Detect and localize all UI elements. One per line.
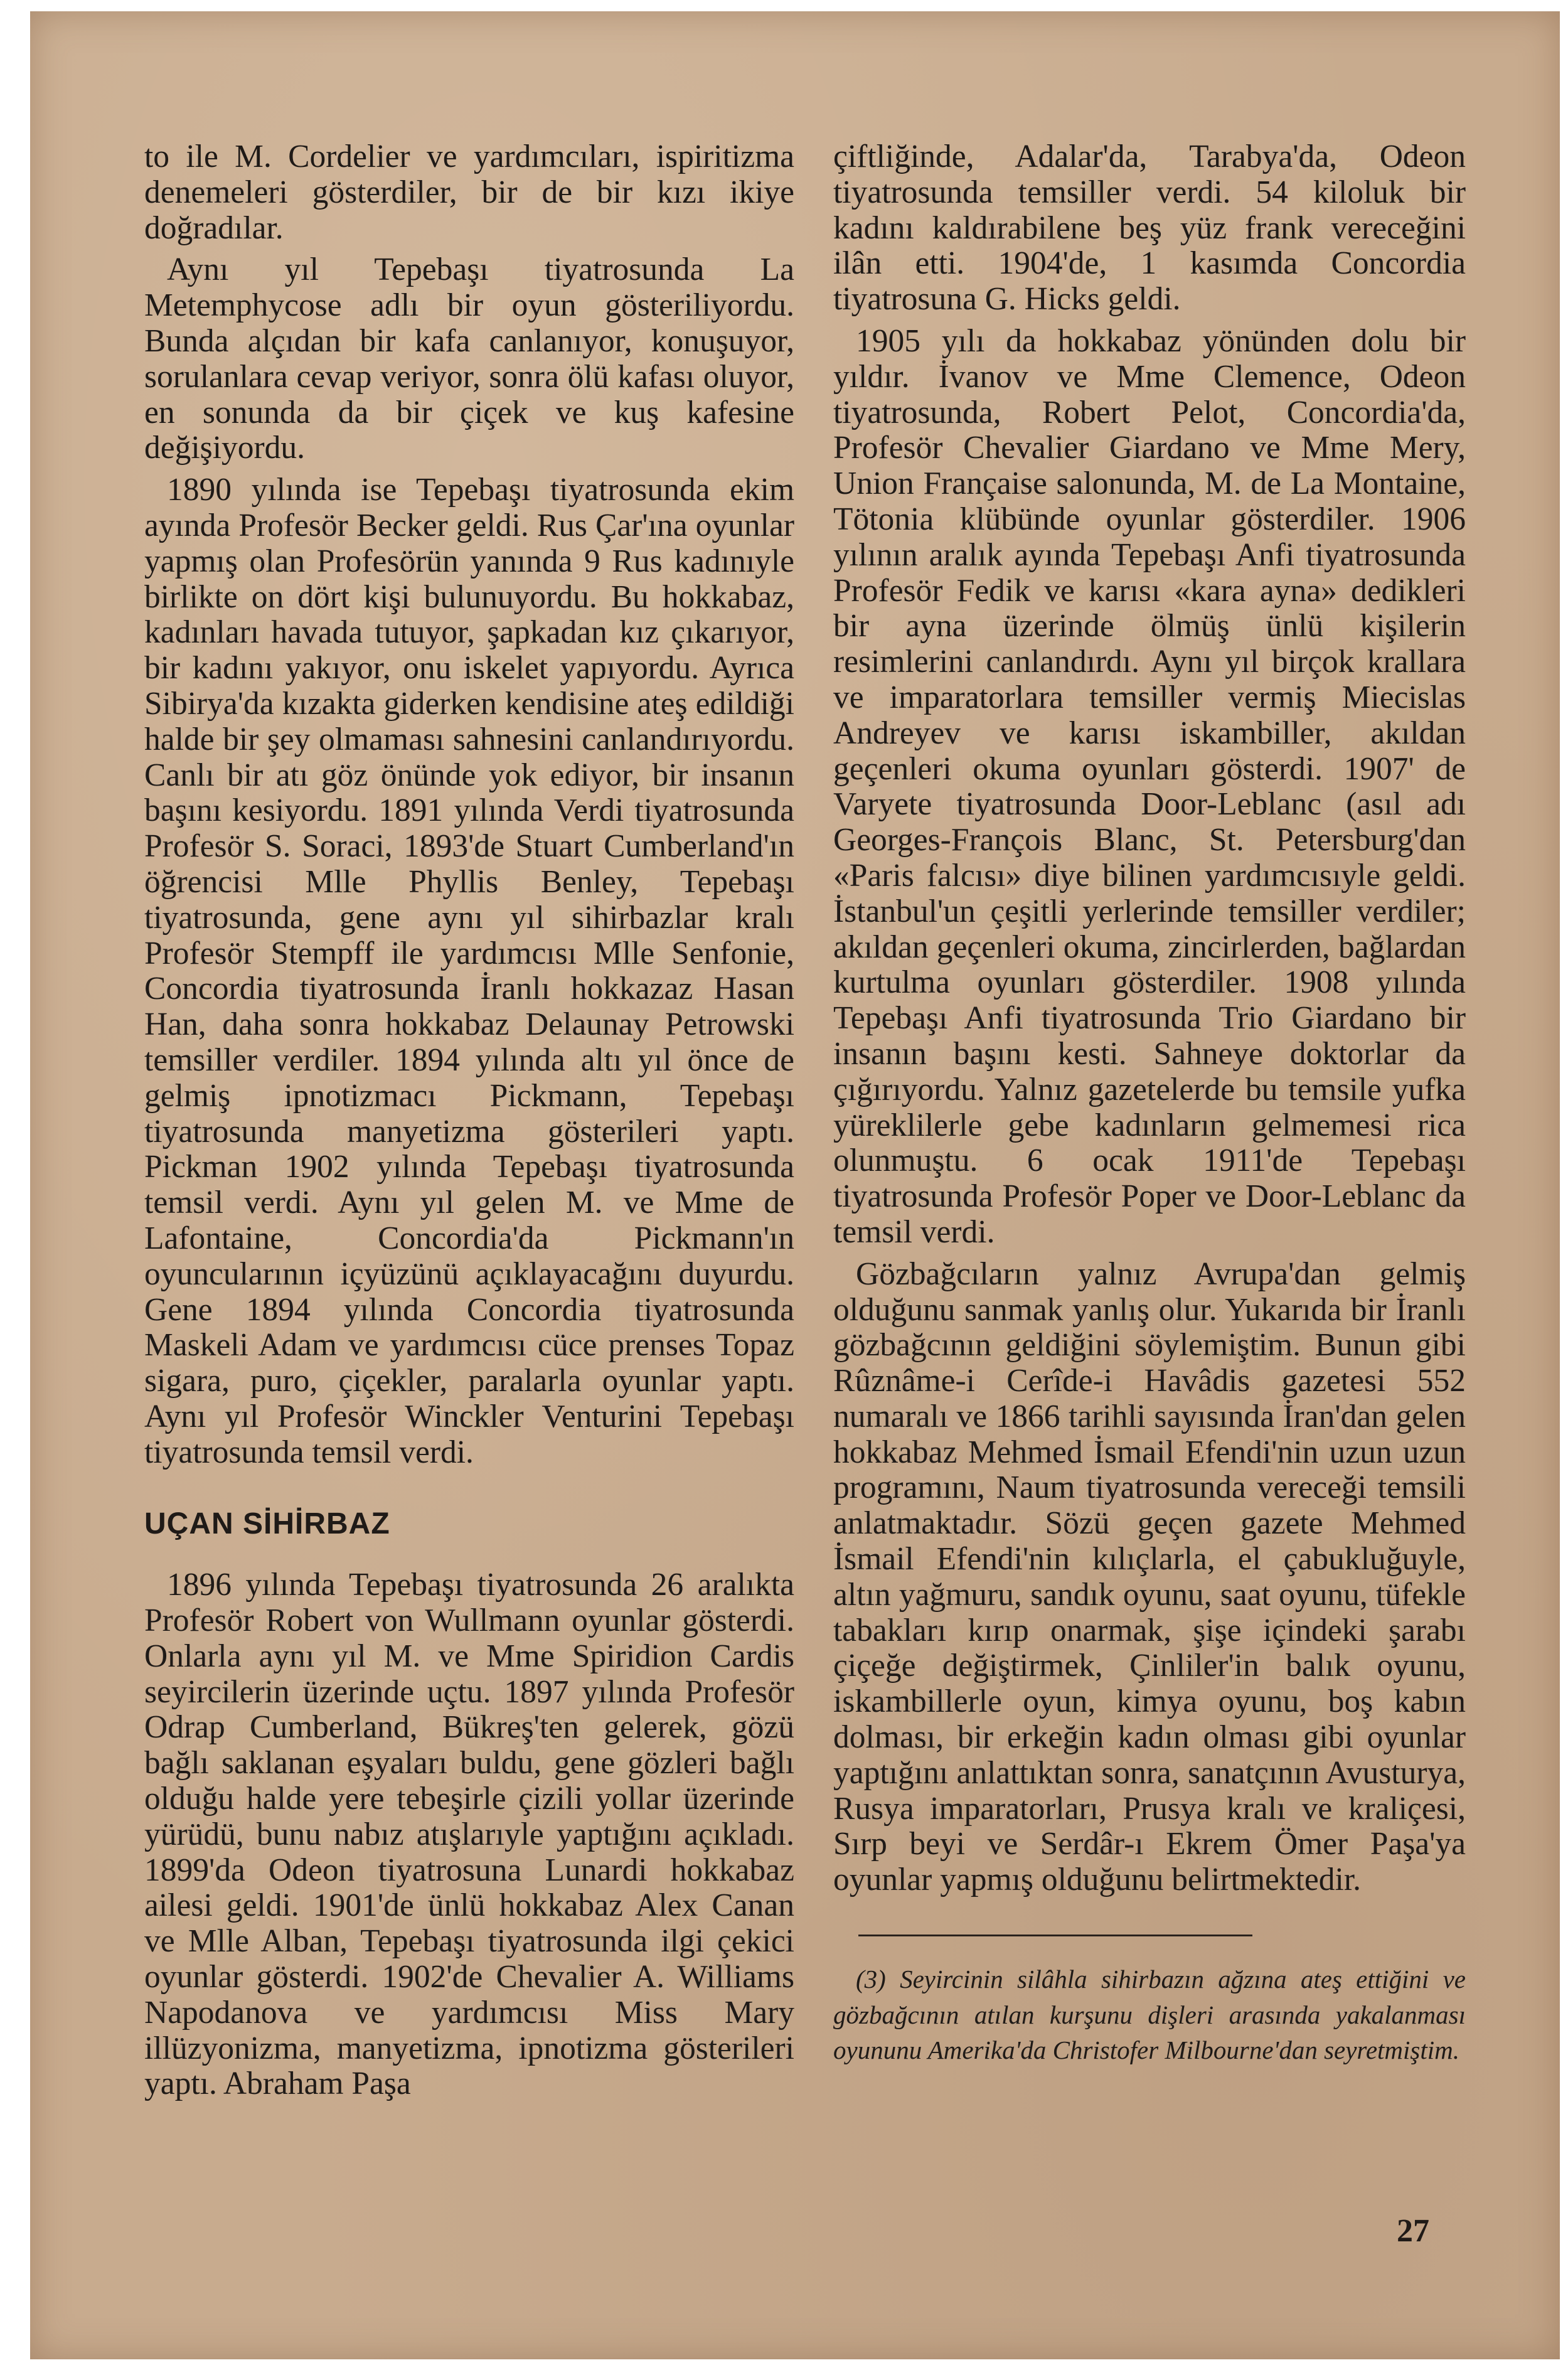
- body-paragraph: Aynı yıl Tepebaşı tiyatrosunda La Metemphycose adlı bir oyun gösteriliyordu. Bunda alçıdan bir kafa canlanıyor, konuşuyor, sorulanlara cevap veriyor, sonra ölü kafası oluyor, en sonunda da bir çiçek ve kuş kafesine değişiyordu.: [144, 252, 794, 466]
- magazine-page: [30, 11, 1560, 2359]
- body-paragraph: 1896 yılında Tepebaşı tiyatrosunda 26 aralıkta Profesör Robert von Wullmann oyunlar gösterdi. Onlarla aynı yıl M. ve Mme Spiridion Cardis seyircilerin üzerinde uçtu. 1897 yılında Profesör Odrap Cumberland, Bükreş'ten gelerek, gözü bağlı saklanan eşyaları buldu, gene gözleri bağlı olduğu halde yere tebeşirle çizili yollar üzerinde yürüdü, bunu nabız atışlarıyle yaptığını açıkladı. 1899'da Odeon tiyatrosuna Lunardi hokkabaz ailesi geldi. 1901'de ünlü hokkabaz Alex Canan ve Mlle Alban, Tepebaşı tiyatrosunda ilgi çekici oyunlar gösterdi. 1902'de Chevalier A. Williams Napodanova ve yardımcısı Miss Mary illüzyonizma, manyetizma, ipnotizma gösterileri yaptı. Abraham Paşa: [144, 1567, 794, 2102]
- page-number: 27: [1397, 2213, 1429, 2249]
- body-paragraph: Gözbağcıların yalnız Avrupa'dan gelmiş olduğunu sanmak yanlış olur. Yukarıda bir İranlı gözbağcının geldiğini söylemiştim. Bunun gibi Rûznâme-i Cerîde-i Havâdis gazetesi 552 numaralı ve 1866 tarihli sayısında İran'dan gelen hokkabaz Mehmed İsmail Efendi'nin uzun uzun programını, Naum tiyatrosunda vereceği temsili anlatmaktadır. Sözü geçen gazete Mehmed İsmail Efendi'nin kılıçlarla, el çabukluğuyle, altın yağmuru, sandık oyunu, saat oyunu, tüfekle tabakları kırıp onarmak, şişe içindeki şarabı çiçeğe değiştirmek, Çinliler'in balık oyunu, iskambillerle oyun, kimya oyunu, boş kabın dolması, bir erkeğin kadın olması gibi oyunlar yaptığını anlattıktan sonra, sanatçının Avusturya, Rusya imparatorları, Prusya kralı ve kraliçesi, Sırp beyi ve Serdâr-ı Ekrem Ömer Paşa'ya oyunlar yapmış olduğunu belirtmektedir.: [833, 1256, 1466, 1898]
- left-column: [144, 139, 794, 2108]
- body-paragraph: 1905 yılı da hokkabaz yönünden dolu bir yıldır. İvanov ve Mme Clemence, Odeon tiyatrosunda, Robert Pelot, Concordia'da, Profesör Chevalier Giardano ve Mme Mery, Union Française salonunda, M. de La Montaine, Tötonia klübünde oyunlar gösterdiler. 1906 yılının aralık ayında Tepebaşı Anfi tiyatrosunda Profesör Fedik ve karısı «kara ayna» dedikleri bir ayna üzerinde ölmüş ünlü kişilerin resimlerini canlandırdı. Aynı yıl birçok krallara ve imparatorlara temsiller vermiş Miecislas Andreyev ve karısı iskambiller, akıldan geçenleri okuma oyunları gösterdi. 1907' de Varyete tiyatrosunda Door-Leblanc (asıl adı Georges-François Blanc, St. Petersburg'dan «Paris falcısı» diye bilinen yardımcısıyle geldi. İstanbul'un çeşitli yerlerinde temsiller verdiler; akıldan geçenleri okuma, zincirlerden, bağlardan kurtulma oyunları gösterdiler. 1908 yılında Tepebaşı Anfi tiyatrosunda Trio Giardano bir insanın başını kesti. Sahneye doktorlar da çığırıyordu. Yalnız gazetelerde bu temsile yufka yüreklilerle gebe kadınların gelmemesi rica olunmuştu. 6 ocak 1911'de Tepebaşı tiyatrosunda Profesör Poper ve Door-Leblanc da temsil verdi.: [833, 323, 1466, 1250]
- body-paragraph: 1890 yılında ise Tepebaşı tiyatrosunda ekim ayında Profesör Becker geldi. Rus Çar'ına oyunlar yapmış olan Profesörün yanında 9 Rus kadınıyle birlikte on dört kişi bulunuyordu. Bu hokkabaz, kadınları havada tutuyor, şapkadan kız çıkarıyor, bir kadını yakıyor, onu iskelet yapıyordu. Ayrıca Sibirya'da kızakta giderken kendisine ateş edildiği halde bir şey olmaması sahnesini canlandırıyordu. Canlı bir atı göz önünde yok ediyor, bir insanın başını kesiyordu. 1891 yılında Verdi tiyatrosunda Profesör S. Soraci, 1893'de Stuart Cumberland'ın öğrencisi Mlle Phyllis Benley, Tepebaşı tiyatrosunda, gene aynı yıl sihirbazlar kralı Profesör Stempff ile yardımcısı Mlle Senfonie, Concordia tiyatrosunda İranlı hokkazaz Hasan Han, daha sonra hokkabaz Delaunay Petrowski temsiller verdiler. 1894 yılında altı yıl önce de gelmiş ipnotizmacı Pickmann, Tepebaşı tiyatrosunda manyetizma gösterileri yaptı. Pickman 1902 yılında Tepebaşı tiyatrosunda temsil verdi. Aynı yıl gelen M. ve Mme de Lafontaine, Concordia'da Pickmann'ın oyuncularının içyüzünü açıklayacağını duyurdu. Gene 1894 yılında Concordia tiyatrosunda Maskeli Adam ve yardımcısı cüce prenses Topaz sigara, puro, çiçekler, paralarla oyunlar yaptı. Aynı yıl Profesör Winckler Venturini Tepebaşı tiyatrosunda temsil verdi.: [144, 472, 794, 1470]
- footnote: (3) Seyircinin silâhla sihirbazın ağzına ateş ettiğini ve gözbağcının atılan kurşunu dişleri arasında yakalanması oyununu Amerika'da Christofer Milbourne'dan seyretmiştim.: [833, 1965, 1466, 2065]
- right-column: [833, 139, 1466, 2074]
- footnote-divider: [858, 1935, 1252, 1936]
- section-heading: UÇAN SİHİRBAZ: [144, 1507, 390, 1541]
- body-paragraph: to ile M. Cordelier ve yardımcıları, ispiritizma denemeleri gösterdiler, bir de bir kızı ikiye doğradılar.: [144, 139, 794, 246]
- body-paragraph: çiftliğinde, Adalar'da, Tarabya'da, Odeon tiyatrosunda temsiller verdi. 54 kiloluk bir kadını kaldırabilene beş yüz frank vereceğini ilân etti. 1904'de, 1 kasımda Concordia tiyatrosuna G. Hicks geldi.: [833, 139, 1466, 318]
